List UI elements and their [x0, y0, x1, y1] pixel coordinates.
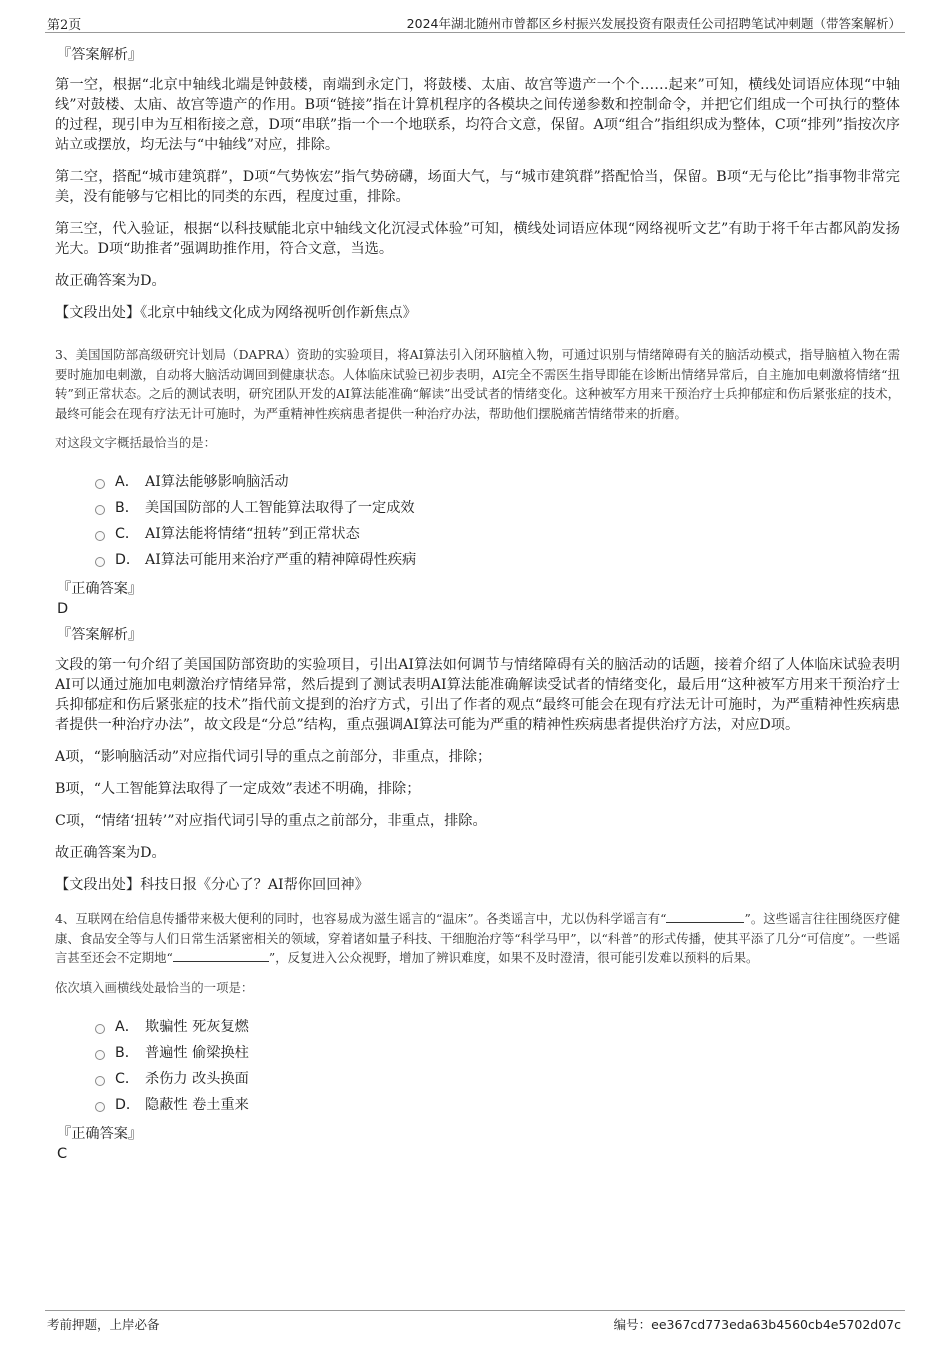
answer-tag: 『正确答案』: [57, 581, 143, 597]
option-a[interactable]: A． 欺骗性 死灰复燃: [95, 1014, 900, 1040]
option-c-note: C项，“情绪‘扭转’”对应指代词引导的重点之前部分，非重点，排除。: [55, 813, 487, 829]
conclusion: 故正确答案为D。: [55, 273, 166, 289]
source: 【文段出处】科技日报《分心了？AI帮你回回神》: [55, 877, 369, 893]
page-header: [45, 12, 905, 33]
correct-answer: C: [57, 1145, 68, 1162]
question-4-options: [95, 1014, 900, 1118]
footer-slogan: 考前押题，上岸必备: [47, 1317, 160, 1332]
radio-icon[interactable]: [95, 1050, 105, 1060]
analysis-paragraph: 第三空，代入验证，根据“以科技赋能北京中轴线文化沉浸式体验”可知，横线处词语应体现“网络视听文艺”有助于将千年古都风韵发扬光大。D项“助推者”强调助推作用，符合文意，当选。: [55, 221, 900, 257]
question-4-stem: 依次填入画横线处最恰当的一项是：: [55, 979, 254, 995]
analysis-paragraph: 第一空，根据“北京中轴线北端是钟鼓楼，南端到永定门，将鼓楼、太庙、故宫等遗产一个个……起来”可知，横线处词语应体现“中轴线”对鼓楼、太庙、故宫等遗产的作用。B项“链接”指在计算机程序的各模块之间传递参数和控制命令，并把它们组成一个可执行的整体的过程，现引申为互相衔接之意，D项“串联”指一个一个地联系，均符合文意，保留。A项“组合”指组织成为整体，C项“排列”指按次序站立或摆放，均无法与“中轴线”对应，排除。: [55, 77, 900, 153]
conclusion: 故正确答案为D。: [55, 845, 166, 861]
option-b-note: B项，“人工智能算法取得了一定成效”表述不明确，排除；: [55, 781, 421, 797]
analysis-paragraph: 文段的第一句介绍了美国国防部资助的实验项目，引出AI算法如何调节与情绪障碍有关的脑活动的话题，接着介绍了人体临床试验表明AI可以通过施加电刺激治疗情绪异常，然后提到了测试表明AI算法能准确解读受试者的情绪变化，最后用“这种被军方用来干预治疗士兵抑郁症和伤后紧张症的技术”指代前文提到的治疗方式，引出了作者的观点“最终可能会在现有疗法无计可施时，为严重精神性疾病患者提供一种治疗办法”，故文段是“分总”结构，重点强调AI算法可能为严重的精神性疾病患者提供治疗方法，对应D项。: [55, 657, 900, 733]
option-d[interactable]: D． AI算法可能用来治疗严重的精神障碍性疾病: [95, 547, 900, 573]
option-b[interactable]: B． 普遍性 偷梁换柱: [95, 1040, 900, 1066]
question-4-text: 4、互联网在给信息传播带来极大便利的同时，也容易成为滋生谣言的“温床”。各类谣言中，尤以伪科学谣言有“ ”。这些谣言往往围绕医疗健康、食品安全等与人们日常生活紧密相关的领域，穿着诸如量子科技、干细胞治疗等“科学马甲”，以“科普”的形式传播，使其平添了几分“可信度”。一些谣言甚至还会不定期地“ ”，反复进入公众视野，增加了辨识难度，如果不及时澄清，很可能引发难以预料的后果。: [55, 911, 900, 965]
source: 【文段出处】《北京中轴线文化成为网络视听创作新焦点》: [55, 305, 417, 321]
analysis-paragraph: 第二空，搭配“城市建筑群”，D项“气势恢宏”指气势磅礴，场面大气，与“城市建筑群”搭配恰当，保留。B项“无与伦比”指事物非常完美，没有能够与它相比的同类的东西，程度过重，排除。: [55, 169, 900, 205]
fill-blank: [173, 949, 269, 962]
document-content: [55, 45, 900, 1170]
page-footer: [45, 1310, 905, 1333]
option-a-note: A项，“影响脑活动”对应指代词引导的重点之前部分，非重点，排除；: [55, 749, 492, 765]
answer-tag: 『正确答案』: [57, 1125, 143, 1142]
correct-answer: D: [57, 601, 69, 617]
analysis-tag: 『答案解析』: [57, 47, 143, 63]
radio-icon[interactable]: [95, 1102, 105, 1112]
question-3-options: [95, 469, 900, 573]
analysis-tag: 『答案解析』: [57, 627, 143, 643]
option-b[interactable]: B． 美国国防部的人工智能算法取得了一定成效: [95, 495, 900, 521]
radio-icon[interactable]: [95, 1024, 105, 1034]
radio-icon[interactable]: [95, 531, 105, 541]
page-number: 第2页: [47, 18, 82, 33]
radio-icon[interactable]: [95, 557, 105, 567]
document-title: 2024年湖北随州市曾都区乡村振兴发展投资有限责任公司招聘笔试冲刺题（带答案解析）: [406, 16, 901, 31]
fill-blank: [666, 910, 744, 923]
question-3-stem: 对这段文字概括最恰当的是：: [55, 435, 217, 450]
question-3-text: 3、美国国防部高级研究计划局（DAPRA）资助的实验项目，将AI算法引入闭环脑植入物，可通过识别与情绪障碍有关的脑活动模式，指导脑植入物在需要时施加电刺激，自动将大脑活动调回到健康状态。人体临床试验已初步表明，AI完全不需医生指导即能在诊断出情绪异常后，自主施加电刺激将情绪“扭转”到正常状态。之后的测试表明，研究团队开发的AI算法能准确“解读”出受试者的情绪变化。这种被军方用来干预治疗士兵抑郁症和伤后紧张症的技术，最终可能会在现有疗法无计可施时，为严重精神性疾病患者提供一种治疗办法，帮助他们摆脱痛苦情绪带来的折磨。: [55, 347, 900, 421]
option-c[interactable]: C． 杀伤力 改头换面: [95, 1066, 900, 1092]
option-c[interactable]: C． AI算法能将情绪“扭转”到正常状态: [95, 521, 900, 547]
radio-icon[interactable]: [95, 505, 105, 515]
option-d[interactable]: D． 隐蔽性 卷土重来: [95, 1092, 900, 1118]
radio-icon[interactable]: [95, 1076, 105, 1086]
option-a[interactable]: A． AI算法能够影响脑活动: [95, 469, 900, 495]
document-code: 编号：ee367cd773eda63b4560cb4e5702d07c: [613, 1317, 901, 1332]
radio-icon[interactable]: [95, 479, 105, 489]
